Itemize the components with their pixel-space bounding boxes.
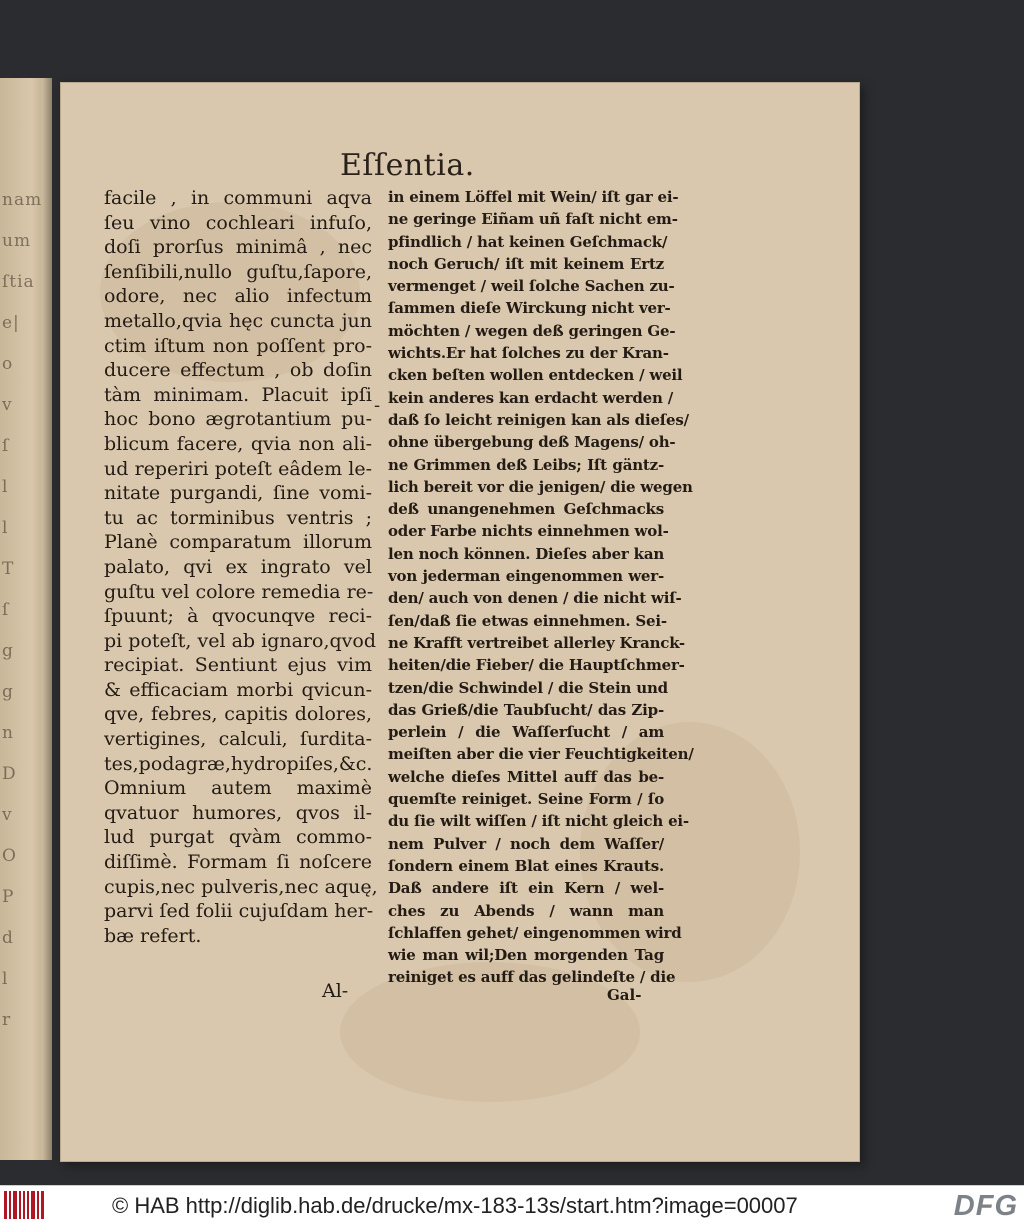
latin-line: palato, qvi ex ingrato vel (104, 555, 372, 578)
latin-line: odore, nec alio infectum (104, 285, 372, 308)
left-page-fragment: um (2, 231, 32, 251)
left-page-fragment: l (2, 969, 9, 989)
german-line: nem Pulver / noch dem Waſſer/ (388, 834, 664, 853)
german-line: reiniget es auff das gelindeſte / die (388, 968, 676, 987)
copyright-url[interactable]: © HAB http://diglib.hab.de/drucke/mx-183-13s/start.htm?image=00007 (112, 1193, 798, 1218)
latin-line: facile , in communi aqva (104, 187, 372, 209)
german-line: oder Farbe nichts einnehmen wol- (388, 522, 669, 541)
latin-line: tes,podagræ,hydropiſes,&c. (104, 752, 373, 775)
latin-line: pi poteſt, vel ab ignaro,qvod (104, 629, 376, 652)
german-line: von jederman eingenommen wer- (388, 567, 664, 586)
left-page-fragment: g (2, 682, 14, 702)
latin-line: guſtu vel colore remedia re- (104, 580, 374, 603)
german-line: noch Geruch/ iſt mit keinem Ertz (388, 254, 664, 273)
page-gutter (42, 78, 52, 1160)
german-line: ne geringe Eiñam uñ faſt nicht em- (388, 210, 678, 229)
german-line: in einem Löffel mit Wein/ iſt gar ei- (388, 188, 679, 206)
german-line: du ſie wilt wiſſen / iſt nicht gleich ei- (388, 812, 689, 831)
left-page-fragment: o (2, 354, 14, 374)
left-page-fragment: ſ (2, 600, 10, 620)
german-line: heiten/die Fieber/ die Hauptſchmer- (388, 656, 685, 675)
left-page-fragment: v (2, 395, 13, 415)
german-line: den/ auch von denen / die nicht wiſ- (388, 589, 682, 608)
latin-line: blicum facere, qvia non ali- (104, 432, 372, 455)
latin-line: Omnium autem maximè (104, 777, 372, 800)
latin-line: tu ac torminibus ventris ; (104, 506, 372, 529)
german-line: tzen/die Schwindel / die Stein und (388, 678, 668, 697)
left-page-fragment: T (2, 559, 15, 579)
german-line: ne Grimmen deß Leibs; Iſt gäntz- (388, 455, 664, 474)
german-line: wichts.Er hat ſolches zu der Kran- (388, 344, 669, 363)
latin-line: bæ refert. (104, 924, 202, 947)
german-line: ſondern einem Blat eines Krauts. (388, 856, 664, 875)
german-line: ohne übergebung deß Magens/ oh- (388, 433, 676, 452)
german-line: kein anderes kan erdacht werden / (388, 388, 674, 407)
latin-line: qvatuor humores, qvos il- (104, 801, 372, 824)
german-line: vermenget / weil ſolche Sachen zu- (388, 277, 675, 296)
dfg-logo: DFG (953, 1190, 1018, 1222)
left-page-fragment: ſ (2, 436, 10, 456)
latin-line: metallo,qvia hęc cuncta jun (104, 309, 372, 332)
german-line: daß ſo leicht reinigen kan als dieſes/ (388, 410, 689, 429)
latin-line: Planè comparatum illorum (104, 531, 372, 554)
german-line: quemſte reiniget. Seine Form / ſo (388, 790, 664, 809)
german-line: welche dieſes Mittel auff das be- (388, 767, 664, 786)
latin-line: vertigines, calculi, ſurdita- (104, 728, 372, 751)
latin-catchword: Al- (322, 980, 349, 1002)
left-page-fragment: P (2, 887, 15, 907)
german-line: ches zu Abends / wann man (388, 901, 664, 920)
german-column (388, 186, 694, 989)
left-page-fragment: v (2, 805, 13, 825)
latin-line: ud reperiri poteſt eâdem le- (104, 457, 372, 480)
german-line: wie man wil;Den morgenden Tag (388, 946, 664, 965)
german-line: ſammen dieſe Wirckung nicht ver- (388, 299, 671, 318)
left-facing-page (0, 78, 52, 1160)
latin-line: cupis,nec pulveris,nec aquę, (104, 875, 378, 898)
left-page-fragment: l (2, 518, 9, 538)
latin-line: nitate purgandi, ſine vomi- (104, 482, 372, 505)
german-line: len noch können. Dieſes aber kan (388, 544, 665, 563)
german-line: das Grieß/die Taubſucht/ das Zip- (388, 700, 664, 719)
german-line: ne Krafft vertreibet allerley Kranck- (388, 633, 685, 652)
latin-line: lud purgat qvàm commo- (104, 826, 372, 849)
latin-line: ducere effectum , ob doſin (104, 359, 372, 382)
german-line: möchten / wegen deß geringen Ge- (388, 321, 676, 340)
marginal-mark: - (374, 395, 381, 416)
latin-line: ſpuunt; à qvocunqve reci- (104, 605, 372, 628)
latin-line: qve, febres, capitis dolores, (104, 703, 372, 726)
left-page-fragment: r (2, 1010, 12, 1030)
german-line: cken beſten wollen entdecken / weil (388, 366, 683, 385)
german-line: meiſten aber die vier Feuchtigkeiten/ (388, 745, 694, 764)
latin-line: doſi prorſus minimâ , nec (104, 236, 372, 259)
latin-line: ſeu vino cochleari infuſo, (104, 211, 372, 234)
latin-line: recipiat. Sentiunt ejus vim (104, 654, 372, 677)
german-line: perlein / die Waſſerſucht / am (388, 723, 664, 742)
german-line: pfindlich / hat keinen Geſchmack/ (388, 232, 668, 251)
left-page-fragment: D (2, 764, 17, 784)
latin-line: diſſimè. Formam ſi noſcere (104, 851, 372, 874)
left-page-fragment: ſtia (2, 272, 35, 292)
left-page-fragment: O (2, 846, 17, 866)
latin-line: parvi ſed folii cujuſdam her- (104, 900, 374, 923)
german-catchword: Gal- (607, 986, 642, 1004)
left-page-fragment: n (2, 723, 14, 743)
left-page-fragment: e| (2, 313, 20, 333)
german-line: deß unangenehmen Geſchmacks (388, 500, 664, 519)
left-page-fragment: l (2, 477, 9, 497)
german-line: ſen/daß ſie etwas einnehmen. Sei- (388, 611, 667, 630)
latin-line: hoc bono ægrotantium pu- (104, 408, 372, 431)
barcode-icon (4, 1191, 44, 1219)
latin-line: ſenſibili,nullo guſtu,ſapore, (104, 260, 372, 283)
running-head: Eſſentia. (340, 148, 475, 183)
german-line: Daß andere iſt ein Kern / wel- (388, 879, 664, 898)
footer-bar (0, 1185, 1024, 1224)
left-page-fragment: g (2, 641, 14, 661)
german-line: lich bereit vor die jenigen/ die wegen (388, 477, 693, 496)
latin-column (104, 186, 378, 948)
latin-line: ctim iſtum non poſſent pro- (104, 334, 372, 357)
left-page-fragment: d (2, 928, 14, 948)
latin-line: & efficaciam morbi qvicun- (104, 678, 372, 701)
german-line: ſchlaffen gehet/ eingenommen wird (388, 923, 682, 942)
left-page-fragment: nam (2, 190, 43, 210)
latin-line: tàm minimam. Placuit ipſi (104, 383, 372, 406)
